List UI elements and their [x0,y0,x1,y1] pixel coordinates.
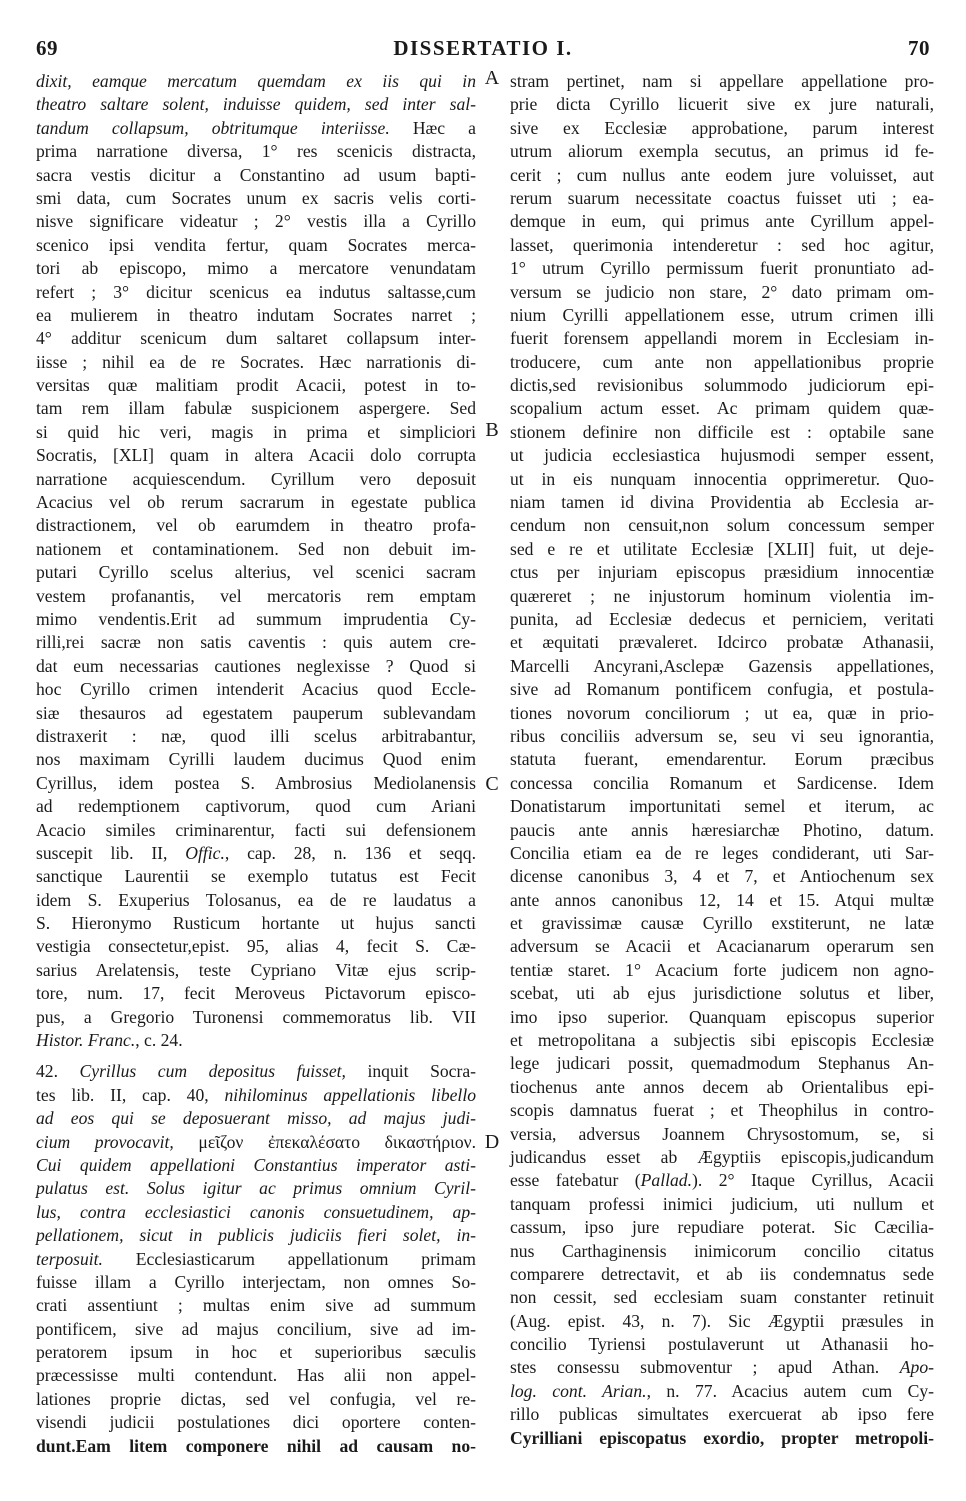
text-line [36,1318,476,1341]
margin-letter-d: D [484,1131,500,1153]
text-run: scenico ipsi vendita fertur, quam Socrates merca- [36,234,476,255]
text-line [510,538,934,561]
text-run: , c. 24. [135,1030,183,1051]
text-line [510,374,934,397]
text-run: stionem definire non difficile est : optabile sane [510,421,934,442]
text-run: peratorem ipsum in hoc et superioribus sæculis [36,1342,476,1363]
text-line [510,912,934,935]
text-run: cerit ; cum nullus ante eodem jure voluisset, aut [510,164,934,185]
text-run: S. Hieronymo Rusticum hortante ut hujus sancti [36,913,476,934]
text-run: nium Cyrilli appellationem esse, utrum crimen illi [510,304,934,325]
text-line [36,421,476,444]
text-line [510,1076,934,1099]
text-line [36,1248,476,1271]
text-run: pontificem, sive ad majus concilium, sive ad im- [36,1318,476,1339]
text-line [36,351,476,374]
text-line [510,281,934,304]
text-run: tore, num. 17, fecit Meroveus Pictavorum episco- [36,983,476,1004]
text-line [510,140,934,163]
text-run: tam rem illam fabulæ suspicionem aspergere. Sed [36,398,476,419]
text-line [36,935,476,958]
text-run: μεῖζον ἐπεκαλέσατο δικαστήριον. [173,1131,476,1152]
text-run: Marcelli Ancyrani,Asclepæ Gazensis appellationes, [510,655,934,676]
text-line [36,865,476,888]
text-line [510,1427,934,1450]
text-run: vestem profanantis, vel mercatoris rem emptam [36,585,476,606]
text-run: nationem et contaminationem. Sed non debuit im- [36,538,476,559]
text-run: theatro saltare solent, induisse quidem, sed inter sal- [36,94,476,115]
text-run: ut judicia ecclesiastica hujusmodi semper essent, [510,445,934,466]
text-run: versia, adversus Joannem Chrysostomum, se, si [510,1123,934,1144]
text-line [510,1263,934,1286]
text-run: Cui quidem appellationi Constantius imperator asti- [36,1154,476,1175]
text-line [510,491,934,514]
text-line [36,304,476,327]
text-line [510,514,934,537]
text-line [36,93,476,116]
text-run: Apo- [899,1357,934,1378]
text-line [510,1333,934,1356]
text-run: imo ipso superior. Quanquam episcopus superior [510,1006,934,1027]
text-line [510,725,934,748]
text-run: Donatistarum importunitati semel et iterum, ac [510,796,934,817]
text-run: 4° additur scenicum dum saltaret collapsum inter- [36,328,476,349]
text-run: ribus conciliis adversum se, seu vi seu ignorantia, [510,725,934,746]
text-line [510,164,934,187]
text-run: putari Cyrillo scelus alterius, vel scenici sacram [36,562,476,583]
text-run: , n. 77. Acacius autem cum Cy- [646,1380,934,1401]
text-line [510,1356,934,1379]
text-line [510,631,934,654]
text-run: rillo publicas simultates exercuerat ab ipso fere [510,1404,934,1425]
text-run: Acacius vel ob rerum sacrarum in egestate publica [36,492,476,513]
text-run: rerum suarum necessitate coactus fuisset uti ; ea- [510,187,934,208]
text-run: refert ; 3° dicitur scenicus ea indutus saltasse,cum [36,281,476,302]
text-run: Socratis, [XLI] quam in altera Acacii dolo corrupta [36,445,476,466]
text-run: statuta fuerant, emendarentur. Eorum præcibus [510,749,934,770]
text-line [36,795,476,818]
text-run: Acacio similes criminarentur, facti sui defensionem [36,819,476,840]
margin-letter-b: B [485,419,499,441]
text-run: ante annos canonibus 12, 14 et 15. Atqui multæ [510,889,934,910]
text-run: niam tamen id divina Providentia ab Ecclesia ar- [510,492,934,513]
text-run: suscepit lib. II, [36,842,186,863]
text-run: crati assentiunt ; multas enim sive ad summum [36,1295,476,1316]
text-run: ). 2° Itaque Cyrillus, Acacii [691,1170,934,1191]
text-line [510,304,934,327]
text-line [510,1403,934,1426]
text-line [510,585,934,608]
text-run: punita, ad Ecclesiæ dedecus et perniciem, veritati [510,608,934,629]
text-run: pellationem, sicut in publicis judiciis fieri solet, in- [36,1225,476,1246]
text-run: pulatus est. Solus igitur ac primus omnium Cyril- [36,1178,476,1199]
text-run: , cap. 28, n. 136 et seqq. [224,842,476,863]
text-run: præcessisse multi contendunt. Has alii non appel- [36,1365,476,1386]
text-line [36,1341,476,1364]
text-line [510,1146,934,1169]
text-run: utrum aliorum exempla secutus, an primus id fe- [510,141,934,162]
text-run: tes lib. II, cap. 40, [36,1084,225,1105]
text-run: ea mulierem in theatro indutam Socrates narret ; [36,304,476,325]
text-line [510,748,934,771]
text-run: non cessit, sed ecclesiam suam constanter retinuit [510,1287,934,1308]
text-run: hoc Cyrillo crimen intenderit Acacius quod Eccle- [36,679,476,700]
text-line [510,1169,934,1192]
text-line [36,491,476,514]
text-line [36,889,476,912]
text-line [36,1294,476,1317]
text-run: et metropolitana a subjectis sibi episcopis Ecclesiæ [510,1030,934,1051]
text-line [36,1435,476,1458]
text-run: 1° utrum Cyrillo permissum fuerit pronuntiato ad- [510,258,934,279]
text-run: Histor. Franc. [36,1030,136,1051]
text-line [510,468,934,491]
text-run: prima narratione diversa, 1° res scenicis distracta, [36,141,476,162]
text-line [510,1380,934,1403]
text-line [36,1084,476,1107]
text-line [510,351,934,374]
text-line [36,1201,476,1224]
text-line [36,702,476,725]
text-line [510,608,934,631]
text-line [36,117,476,140]
text-line [510,982,934,1005]
text-line [36,70,476,93]
text-run: comparere detrectavit, et ab iis condemnatus sede [510,1263,934,1284]
text-line [36,1271,476,1294]
text-line [36,210,476,233]
text-run: tiochenus ante annos decem ab Orientalibus epi- [510,1076,934,1097]
text-line [510,842,934,865]
text-line [36,655,476,678]
text-line [36,444,476,467]
text-run: paucis ante annis hæresiarchæ Photino, datum. [510,819,934,840]
text-line [510,93,934,116]
text-line [510,327,934,350]
text-run: Hæc a [389,117,476,138]
text-run: tiones novorum conciliorum ; ut ea, quæ in prio- [510,702,934,723]
text-line [36,468,476,491]
text-run: Concilia etiam ea de re leges condiderant, uti Sar- [510,842,934,863]
text-line [510,935,934,958]
text-run: cendum non censuit,non solum concessum semper [510,515,934,536]
text-run: dat eum necessarias cautiones neglexisse ? Quod si [36,655,476,676]
text-line [510,234,934,257]
text-line [36,1131,476,1154]
text-run: ctus per injuriam episcopus præsidium innocentiæ [510,562,934,583]
text-line [36,281,476,304]
page-number-right: 70 [908,36,930,60]
text-run: tandum collapsum, obtritumque interiisse. [36,117,390,138]
text-run: sive ad Romanum pontificem confugia, et postula- [510,679,934,700]
text-line [510,1240,934,1263]
text-run: sacra vestis dicitur a Constantino ad usum bapti- [36,164,476,185]
text-line [510,819,934,842]
text-line [36,561,476,584]
text-run: si quid hic veri, magis in prima et simpliciori [36,421,476,442]
text-run: nihilominus appellationis libello [224,1084,476,1105]
text-run: sive ex Ecclesiæ approbatione, parum interest [510,117,934,138]
text-run: idem S. Exuperius Tolosanus, ea de re laudatus a [36,889,476,910]
text-line [36,772,476,795]
text-line [36,912,476,935]
text-line [510,70,934,93]
text-line [36,608,476,631]
text-line [510,865,934,888]
text-run: dixit, eamque mercatum quemdam ex iis qui in [36,71,476,91]
text-run: scopalium actum esset. Ac primam quidem quæ- [510,398,934,419]
text-run: Offic. [185,842,225,863]
text-run: versum se judicio non stare, 2° dato primam om- [510,281,934,302]
text-line [36,1388,476,1411]
margin-letter-c: C [485,773,499,795]
text-line [36,748,476,771]
text-run: visendi judicii postulationes dici oportere conten- [36,1412,476,1433]
text-run: vestigia consectetur,epist. 95, alias 4, fecit S. Cæ- [36,936,476,957]
text-run: fuisse illam a Cyrillo interjectam, non omnes So- [36,1271,476,1292]
text-run: lationes proprie dictas, sed vel confugia, vel re- [36,1388,476,1409]
text-line [36,514,476,537]
text-run: smi data, cum Socrates unum ex sacris velis corti- [36,187,476,208]
text-run: narratione acquiescendum. Cyrillum vero deposuit [36,468,476,489]
text-line [510,561,934,584]
text-line [510,959,934,982]
right-text-column [510,70,934,1450]
text-line [36,725,476,748]
text-line [510,1286,934,1309]
text-run: cium provocavit, [36,1131,174,1152]
text-line [510,421,934,444]
text-run: mimo vendentis.Erit ad summum imprudentia Cy- [36,608,476,629]
text-run: prie dicta Cyrillo licuerit sive ex jure naturali, [510,94,934,115]
text-line [510,397,934,420]
text-line [36,187,476,210]
text-run: stes consessu submoventur ; apud Athan. [510,1357,900,1378]
text-run: judicandus esset ab Ægyptiis episcopis,judicandum [510,1146,934,1167]
text-line [36,1154,476,1177]
text-run: scopis damnatus fuerat ; et Theophilus in contro- [510,1100,934,1121]
text-run: nisve significare videatur ; 2° vestis illa a Cyrillo [36,211,476,232]
text-line [510,1193,934,1216]
text-run: concilio Tyriensi postulaverunt ut Athanasii ho- [510,1334,934,1355]
text-run: et gravissimæ causæ Cyrillo exstiterunt, ne latæ [510,913,934,934]
text-line [510,1123,934,1146]
text-line [36,982,476,1005]
text-run: cassum, ipso jure repudiare poterat. Sic Cæcilia- [510,1217,934,1238]
text-run: (Aug. epist. 43, n. 7). Sic Ægyptii præsules in [510,1310,934,1331]
text-run: terposuit. [36,1248,103,1269]
text-run: inquit Socra- [345,1061,476,1082]
text-run: lege judicari possit, quemadmodum Stephanus An- [510,1053,934,1074]
text-line [36,234,476,257]
text-line [510,772,934,795]
text-line [36,819,476,842]
text-run: ad redemptionem captivorum, quod cum Ariani [36,796,476,817]
page-number-left: 69 [36,36,58,60]
text-line [510,1006,934,1029]
text-run: distraxerit : næ, quod illi scelus arbitrabantur, [36,725,476,746]
text-line [36,678,476,701]
text-run: Pallad. [640,1170,692,1191]
text-line [510,1099,934,1122]
text-run: Cyrillus, idem postea S. Ambrosius Mediolanensis [36,772,476,793]
text-run: et æquitati prævaleret. Idcirco probatæ Athanasii, [510,632,934,653]
text-run: pus, a Gregorio Turonensi commemoratus lib. VII [36,1006,476,1027]
text-line [36,1177,476,1200]
text-run: sarius Arelatensis, teste Cypriano Vitæ ejus scrip- [36,959,476,980]
text-run: nus Carthaginensis inimicorum concilio citatus [510,1240,934,1261]
text-line [510,795,934,818]
text-run: log. cont. Arian. [510,1380,647,1401]
left-text-column [36,70,476,1458]
text-run: Cyrillus cum depositus fuisset, [79,1061,346,1082]
text-line [36,959,476,982]
text-line [510,117,934,140]
text-run: stram pertinet, nam si appellare appellatione pro- [510,71,934,91]
text-run: adversum se Acacii et Acacianarum operarum sen [510,936,934,957]
text-run: versitas quæ malitiam prodit Acacii, potest in to- [36,375,476,396]
text-line [36,1029,476,1052]
text-line [510,678,934,701]
text-line [36,257,476,280]
text-line [510,1216,934,1239]
text-run: esse fatebatur ( [510,1170,641,1191]
text-line [510,1310,934,1333]
text-run: dunt.Eam litem componere nihil ad causam no- [36,1435,476,1456]
text-run: tanquam professi inimici judicium, uti nullum et [510,1193,934,1214]
text-run: quæreret ; ne injustorum hominum violentia im- [510,585,934,606]
text-line [36,1006,476,1029]
text-line [36,1224,476,1247]
text-line [510,1029,934,1052]
text-run: lasset, querimonia intenderetur : sed hoc agitur, [510,234,934,255]
text-line [36,631,476,654]
text-line [36,1411,476,1434]
text-line [510,187,934,210]
margin-letter-a: A [484,67,500,89]
text-run: scebat, uti ab ejus jurisdictione solutus et liber, [510,983,934,1004]
text-run: ut in eis nunquam innocentia opprimeretur. Quo- [510,468,934,489]
text-line [36,140,476,163]
text-run: tentiæ staret. 1° Acacium forte judicem non agno- [510,959,934,980]
text-run: nos maximam Cyrilli laudem ducimus Quod enim [36,749,476,770]
running-title: DISSERTATIO I. [393,36,573,60]
text-run: lus, contra ecclesiastici canonis consuetudinem, ap- [36,1201,476,1222]
text-line [510,1052,934,1075]
text-line [36,164,476,187]
text-line [36,842,476,865]
text-run: dictis,sed revisionibus solummodo judiciorum epi- [510,375,934,396]
text-line [510,702,934,725]
text-run: ad eos qui se deposuerant misso, ad majus judi- [36,1108,476,1129]
text-line [510,655,934,678]
text-run: Cyrilliani episcopatus exordio, propter metropoli- [510,1427,934,1448]
text-run: sanctique Laurentii se exemplo tutatus est Fecit [36,866,476,887]
text-line [36,327,476,350]
text-line [510,889,934,912]
text-line [510,257,934,280]
text-run: sed e re et utilitate Ecclesiæ [XLII] fuit, ut deje- [510,538,934,559]
text-run: troducere, cum ante non appellationibus proprie [510,351,934,372]
text-run: tori ab episcopo, mimo a mercatore venundatam [36,258,476,279]
text-run: distractionem, vel ob earumdem in theatro profa- [36,515,476,536]
text-run: siæ thesauros ad egestatem pauperum sublevandam [36,702,476,723]
text-line [36,538,476,561]
text-run: demque in eum, qui primus ante Cyrillum appel- [510,211,934,232]
text-run: fuerit forensem appellandi morem in Ecclesiam in- [510,328,934,349]
text-line [510,444,934,467]
text-run: 42. [36,1061,80,1082]
text-line [36,374,476,397]
text-run: rilli,rei sacræ non satis caventis : quis autem cre- [36,632,476,653]
text-line [36,397,476,420]
text-line [36,1364,476,1387]
text-run: Ecclesiasticarum appellationum primam [102,1248,476,1269]
text-line [510,210,934,233]
text-line [36,585,476,608]
text-line [36,1107,476,1130]
text-run: concessa concilia Romanum et Sardicense. Idem [510,772,934,793]
text-run: iisse ; nihil ea de re Socrates. Hæc narrationis di- [36,351,476,372]
text-line [36,1060,476,1083]
text-run: dicense canonibus 3, 4 et 7, et Antiochenum sex [510,866,934,887]
